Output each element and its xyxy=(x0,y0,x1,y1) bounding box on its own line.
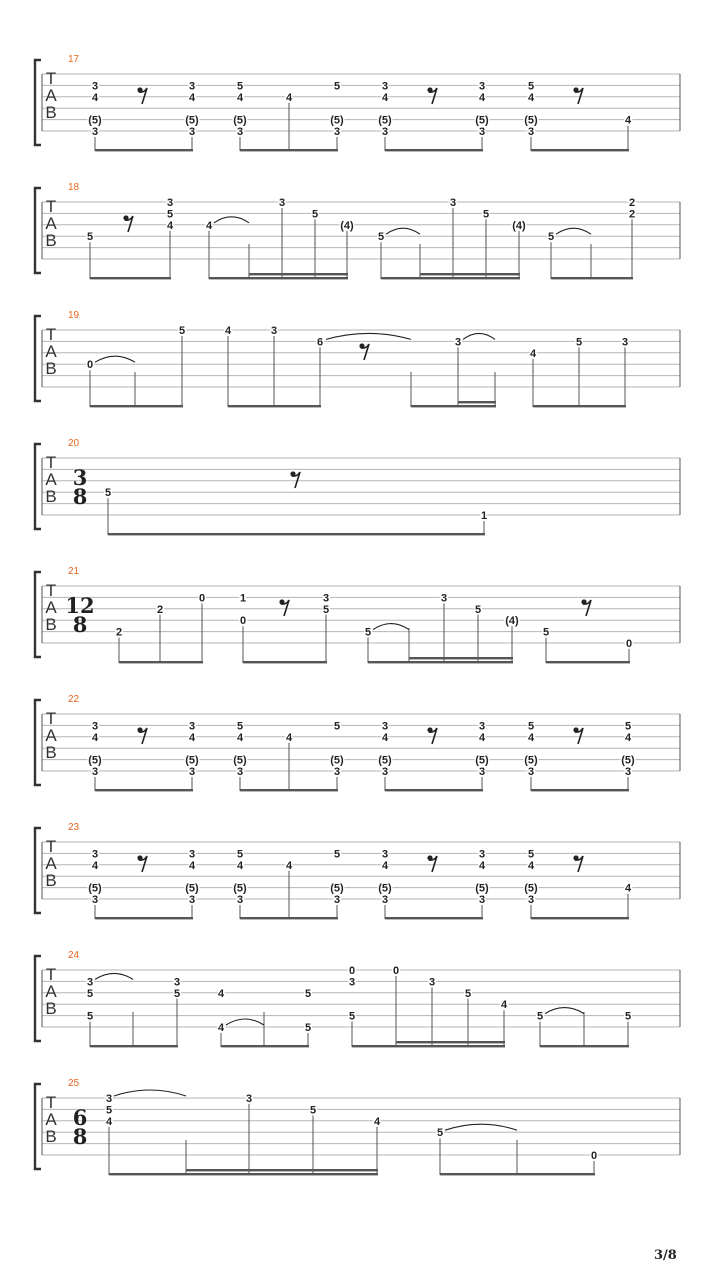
fret-number: (5) xyxy=(621,754,635,767)
system-bracket xyxy=(35,828,41,913)
fret-number: 4 xyxy=(285,859,293,872)
tab-clef-letter: B xyxy=(45,1127,57,1146)
beam xyxy=(109,1173,378,1175)
measure-number: 23 xyxy=(68,822,80,833)
measure-number: 21 xyxy=(68,566,80,577)
beam xyxy=(221,1045,309,1047)
fret-number: 3 xyxy=(188,894,196,906)
fret-number: 3 xyxy=(478,848,486,861)
beam xyxy=(240,789,338,791)
fret-number: 3 xyxy=(381,720,389,733)
fret-number: 5 xyxy=(105,1104,113,1117)
fret-number: 3 xyxy=(381,80,389,93)
tab-clef-letter: T xyxy=(45,197,57,216)
fret-number: (5) xyxy=(233,114,247,127)
fret-number: 5 xyxy=(348,1010,356,1023)
tab-system xyxy=(35,1078,680,1175)
tab-clef-letter: A xyxy=(45,214,57,233)
fret-number: (4) xyxy=(505,615,519,628)
system-bracket xyxy=(35,444,41,529)
system-bracket xyxy=(35,188,41,273)
tab-system xyxy=(35,950,680,1047)
fret-number: 3 xyxy=(91,848,99,861)
fret-number: (5) xyxy=(330,114,344,127)
tab-clef-letter: A xyxy=(45,598,57,617)
beam xyxy=(540,1045,629,1047)
fret-number: 3 xyxy=(621,336,629,349)
fret-number: 5 xyxy=(364,626,372,639)
fret-number: 5 xyxy=(236,720,244,733)
time-signature-top: 6 xyxy=(72,1105,88,1130)
beam xyxy=(108,533,485,535)
time-signature-bottom: 8 xyxy=(72,612,88,637)
fret-number: 3 xyxy=(333,894,341,906)
beam xyxy=(95,917,193,919)
beam xyxy=(411,405,496,407)
fret-number: 3 xyxy=(91,720,99,733)
fret-number: 3 xyxy=(86,976,94,989)
beam xyxy=(531,917,629,919)
measure-number: 20 xyxy=(68,438,80,449)
fret-number: 3 xyxy=(188,80,196,93)
fret-number: 4 xyxy=(91,859,99,872)
fret-number: 5 xyxy=(333,80,341,93)
fret-number: 3 xyxy=(428,976,436,989)
fret-number: 4 xyxy=(381,859,389,872)
fret-number: (5) xyxy=(88,754,102,767)
fret-number: 5 xyxy=(547,231,555,244)
fret-number: 3 xyxy=(91,894,99,906)
fret-number: 4 xyxy=(624,882,632,895)
secondary-beam xyxy=(458,401,496,403)
fret-number: 4 xyxy=(527,731,535,744)
tab-clef-letter: T xyxy=(45,965,57,984)
measure-number: 18 xyxy=(68,182,80,193)
fret-number: 0 xyxy=(625,638,633,650)
tie-arc xyxy=(556,228,591,234)
fret-number: 3 xyxy=(348,976,356,989)
eighth-rest xyxy=(573,727,583,744)
fret-number: 5 xyxy=(104,487,112,500)
fret-number: 4 xyxy=(205,219,213,232)
fret-number: (5) xyxy=(378,882,392,895)
tie-arc xyxy=(445,1124,517,1130)
beam xyxy=(368,661,513,663)
fret-number: 4 xyxy=(527,859,535,872)
eighth-rest xyxy=(290,471,300,488)
beam xyxy=(546,661,630,663)
measure-number: 19 xyxy=(68,310,80,321)
fret-number: 5 xyxy=(482,208,490,221)
tab-clef-letter: T xyxy=(45,69,57,88)
beam xyxy=(551,277,633,279)
fret-number: 3 xyxy=(478,80,486,93)
fret-number: 5 xyxy=(304,1022,312,1034)
measure-number: 25 xyxy=(68,1078,80,1089)
fret-number: 2 xyxy=(628,197,636,209)
fret-number: 5 xyxy=(173,987,181,1000)
tab-clef-letter: A xyxy=(45,470,57,489)
eighth-rest xyxy=(137,855,147,872)
tie-arc xyxy=(214,217,249,223)
fret-number: 3 xyxy=(478,766,486,778)
fret-number: 4 xyxy=(527,91,535,104)
fret-number: 4 xyxy=(624,114,632,127)
fret-number: 5 xyxy=(527,80,535,93)
tab-clef-letter: B xyxy=(45,359,57,378)
fret-number: 5 xyxy=(377,231,385,244)
tab-clef-letter: A xyxy=(45,342,57,361)
fret-number: 3 xyxy=(188,848,196,861)
fret-number: 5 xyxy=(166,208,174,221)
fret-number: 0 xyxy=(239,615,247,628)
tab-clef-letter: A xyxy=(45,86,57,105)
beam xyxy=(90,1045,178,1047)
tab-clef-letter: T xyxy=(45,837,57,856)
fret-number: 4 xyxy=(217,987,225,1000)
fret-number: 0 xyxy=(348,965,356,977)
beam xyxy=(440,1173,595,1175)
fret-number: 5 xyxy=(575,336,583,349)
system-bracket xyxy=(35,1084,41,1169)
tab-clef-letter: T xyxy=(45,709,57,728)
fret-number: 5 xyxy=(309,1104,317,1117)
fret-number: 3 xyxy=(188,766,196,778)
fret-number: 4 xyxy=(91,731,99,744)
fret-number: 5 xyxy=(236,848,244,861)
tab-clef-letter: B xyxy=(45,871,57,890)
tab-clef-letter: B xyxy=(45,103,57,122)
tie-arc xyxy=(386,228,420,234)
eighth-rest xyxy=(427,87,437,104)
fret-number: 2 xyxy=(115,626,123,639)
fret-number: 3 xyxy=(381,766,389,778)
fret-number: 4 xyxy=(285,731,293,744)
fret-number: 3 xyxy=(322,592,330,605)
tab-clef-letter: T xyxy=(45,453,57,472)
eighth-rest xyxy=(137,87,147,104)
beam xyxy=(240,917,338,919)
system-bracket xyxy=(35,572,41,657)
fret-number: (4) xyxy=(340,219,354,232)
fret-number: 4 xyxy=(285,91,293,104)
fret-number: 4 xyxy=(373,1115,381,1128)
fret-number: 5 xyxy=(464,987,472,1000)
fret-number: (5) xyxy=(185,754,199,767)
fret-number: 3 xyxy=(478,720,486,733)
fret-number: (5) xyxy=(524,754,538,767)
tie-arc xyxy=(463,333,495,339)
eighth-rest xyxy=(581,599,591,616)
fret-number: 3 xyxy=(270,325,278,337)
fret-number: (5) xyxy=(475,882,489,895)
fret-number: 0 xyxy=(86,359,94,372)
tab-system xyxy=(35,438,680,535)
fret-number: 1 xyxy=(480,510,488,522)
fret-number: 5 xyxy=(333,720,341,733)
fret-number: 2 xyxy=(156,603,164,616)
beam xyxy=(240,149,338,151)
tab-clef-letter: A xyxy=(45,854,57,873)
fret-number: 4 xyxy=(236,731,244,744)
fret-number: 5 xyxy=(624,720,632,733)
fret-number: 3 xyxy=(105,1093,113,1105)
fret-number: (5) xyxy=(524,882,538,895)
measure-number: 24 xyxy=(68,950,80,961)
beam xyxy=(119,661,203,663)
beam xyxy=(243,661,327,663)
fret-number: 0 xyxy=(392,965,400,977)
fret-number: 6 xyxy=(316,336,324,349)
fret-number: (5) xyxy=(330,882,344,895)
fret-number: 3 xyxy=(91,766,99,778)
fret-number: 3 xyxy=(236,894,244,906)
fret-number: 2 xyxy=(628,208,636,221)
measure-number: 22 xyxy=(68,694,80,705)
beam xyxy=(385,789,483,791)
system-bracket xyxy=(35,316,41,401)
fret-number: 3 xyxy=(454,336,462,349)
fret-number: 4 xyxy=(188,859,196,872)
fret-number: 3 xyxy=(527,126,535,138)
fret-number: 5 xyxy=(474,603,482,616)
fret-number: 4 xyxy=(624,731,632,744)
eighth-rest xyxy=(573,87,583,104)
fret-number: 3 xyxy=(188,126,196,138)
eighth-rest xyxy=(427,855,437,872)
tie-arc xyxy=(95,356,135,362)
fret-number: 3 xyxy=(278,197,286,209)
fret-number: 3 xyxy=(236,766,244,778)
tab-clef-letter: B xyxy=(45,999,57,1018)
fret-number: 3 xyxy=(381,848,389,861)
fret-number: (5) xyxy=(233,754,247,767)
fret-number: (5) xyxy=(524,114,538,127)
tie-arc xyxy=(95,973,133,979)
tab-system xyxy=(35,182,680,279)
tab-clef-letter: A xyxy=(45,1110,57,1129)
time-signature-bottom: 8 xyxy=(72,1124,88,1149)
beam xyxy=(228,405,321,407)
secondary-beam xyxy=(396,1041,505,1043)
fret-number: 3 xyxy=(333,766,341,778)
eighth-rest xyxy=(123,215,133,232)
tab-clef-letter: B xyxy=(45,615,57,634)
fret-number: 4 xyxy=(478,859,486,872)
fret-number: 5 xyxy=(322,603,330,616)
tie-arc xyxy=(226,1019,264,1025)
beam xyxy=(95,789,193,791)
fret-number: 5 xyxy=(304,987,312,1000)
fret-number: 3 xyxy=(478,126,486,138)
fret-number: (5) xyxy=(233,882,247,895)
fret-number: 3 xyxy=(449,197,457,209)
secondary-beam xyxy=(409,657,513,659)
system-bracket xyxy=(35,60,41,145)
tab-clef-letter: T xyxy=(45,581,57,600)
fret-number: (5) xyxy=(330,754,344,767)
fret-number: (5) xyxy=(88,114,102,127)
fret-number: 5 xyxy=(536,1010,544,1023)
secondary-beam xyxy=(420,273,520,275)
measure-number: 17 xyxy=(68,54,80,65)
fret-number: (5) xyxy=(378,754,392,767)
page-number: 3/8 xyxy=(654,1248,677,1263)
fret-number: 3 xyxy=(173,976,181,989)
beam xyxy=(385,149,483,151)
fret-number: (5) xyxy=(88,882,102,895)
fret-number: 5 xyxy=(527,720,535,733)
fret-number: 5 xyxy=(333,848,341,861)
fret-number: 4 xyxy=(478,91,486,104)
fret-number: 3 xyxy=(478,894,486,906)
beam xyxy=(531,789,629,791)
fret-number: 4 xyxy=(105,1115,113,1128)
tab-clef-letter: T xyxy=(45,1093,57,1112)
fret-number: 4 xyxy=(236,859,244,872)
beam xyxy=(90,277,171,279)
fret-number: 3 xyxy=(381,126,389,138)
fret-number: (5) xyxy=(378,114,392,127)
fret-number: 3 xyxy=(624,766,632,778)
fret-number: 4 xyxy=(224,325,232,337)
tie-arc xyxy=(114,1090,186,1096)
fret-number: 4 xyxy=(217,1022,225,1034)
tab-clef-letter: B xyxy=(45,743,57,762)
fret-number: 0 xyxy=(198,592,206,605)
tab-clef-letter: B xyxy=(45,487,57,506)
fret-number: 4 xyxy=(529,347,537,360)
tab-clef-letter: T xyxy=(45,325,57,344)
beam xyxy=(385,917,483,919)
fret-number: 5 xyxy=(542,626,550,639)
fret-number: 5 xyxy=(86,1010,94,1023)
beam xyxy=(531,149,629,151)
eighth-rest xyxy=(573,855,583,872)
fret-number: 3 xyxy=(91,80,99,93)
fret-number: (5) xyxy=(475,754,489,767)
fret-number: 5 xyxy=(236,80,244,93)
fret-number: 5 xyxy=(311,208,319,221)
tab-system xyxy=(35,566,680,663)
fret-number: 5 xyxy=(624,1010,632,1023)
fret-number: 3 xyxy=(91,126,99,138)
eighth-rest xyxy=(359,343,369,360)
eighth-rest xyxy=(137,727,147,744)
fret-number: 3 xyxy=(527,894,535,906)
tab-clef-letter: A xyxy=(45,982,57,1001)
system-bracket xyxy=(35,700,41,785)
fret-number: 5 xyxy=(86,987,94,1000)
fret-number: 0 xyxy=(590,1150,598,1162)
fret-number: 3 xyxy=(236,126,244,138)
fret-number: 5 xyxy=(178,325,186,337)
fret-number: 3 xyxy=(381,894,389,906)
fret-number: 5 xyxy=(86,231,94,244)
time-signature-bottom: 8 xyxy=(72,484,88,509)
fret-number: 4 xyxy=(381,91,389,104)
tie-arc xyxy=(326,333,411,339)
fret-number: 3 xyxy=(166,197,174,209)
fret-number: 4 xyxy=(236,91,244,104)
tab-system xyxy=(35,310,680,407)
tie-arc xyxy=(373,624,409,630)
beam xyxy=(90,405,183,407)
fret-number: 4 xyxy=(166,219,174,232)
tab-system xyxy=(35,694,680,791)
fret-number: 5 xyxy=(527,848,535,861)
fret-number: 1 xyxy=(239,592,247,605)
fret-number: 3 xyxy=(188,720,196,733)
secondary-beam xyxy=(186,1169,378,1171)
beam xyxy=(352,1045,505,1047)
fret-number: 3 xyxy=(333,126,341,138)
fret-number: 3 xyxy=(245,1093,253,1105)
fret-number: 4 xyxy=(188,731,196,744)
tab-clef-letter: A xyxy=(45,726,57,745)
time-signature-top: 3 xyxy=(72,465,88,490)
beam xyxy=(381,277,520,279)
fret-number: (5) xyxy=(185,114,199,127)
fret-number: 3 xyxy=(440,592,448,605)
tab-system xyxy=(35,54,680,151)
fret-number: 3 xyxy=(527,766,535,778)
eighth-rest xyxy=(279,599,289,616)
fret-number: 4 xyxy=(91,91,99,104)
beam xyxy=(209,277,348,279)
tie-arc xyxy=(545,1008,584,1014)
eighth-rest xyxy=(427,727,437,744)
fret-number: 5 xyxy=(436,1127,444,1140)
beam xyxy=(95,149,193,151)
beam xyxy=(533,405,626,407)
fret-number: 4 xyxy=(478,731,486,744)
fret-number: (4) xyxy=(512,219,526,232)
system-bracket xyxy=(35,956,41,1041)
fret-number: 4 xyxy=(188,91,196,104)
tab-clef-letter: B xyxy=(45,231,57,250)
secondary-beam xyxy=(249,273,348,275)
fret-number: (5) xyxy=(185,882,199,895)
tab-system xyxy=(35,822,680,919)
time-signature-top: 12 xyxy=(65,593,95,618)
fret-number: (5) xyxy=(475,114,489,127)
fret-number: 4 xyxy=(500,999,508,1012)
fret-number: 4 xyxy=(381,731,389,744)
